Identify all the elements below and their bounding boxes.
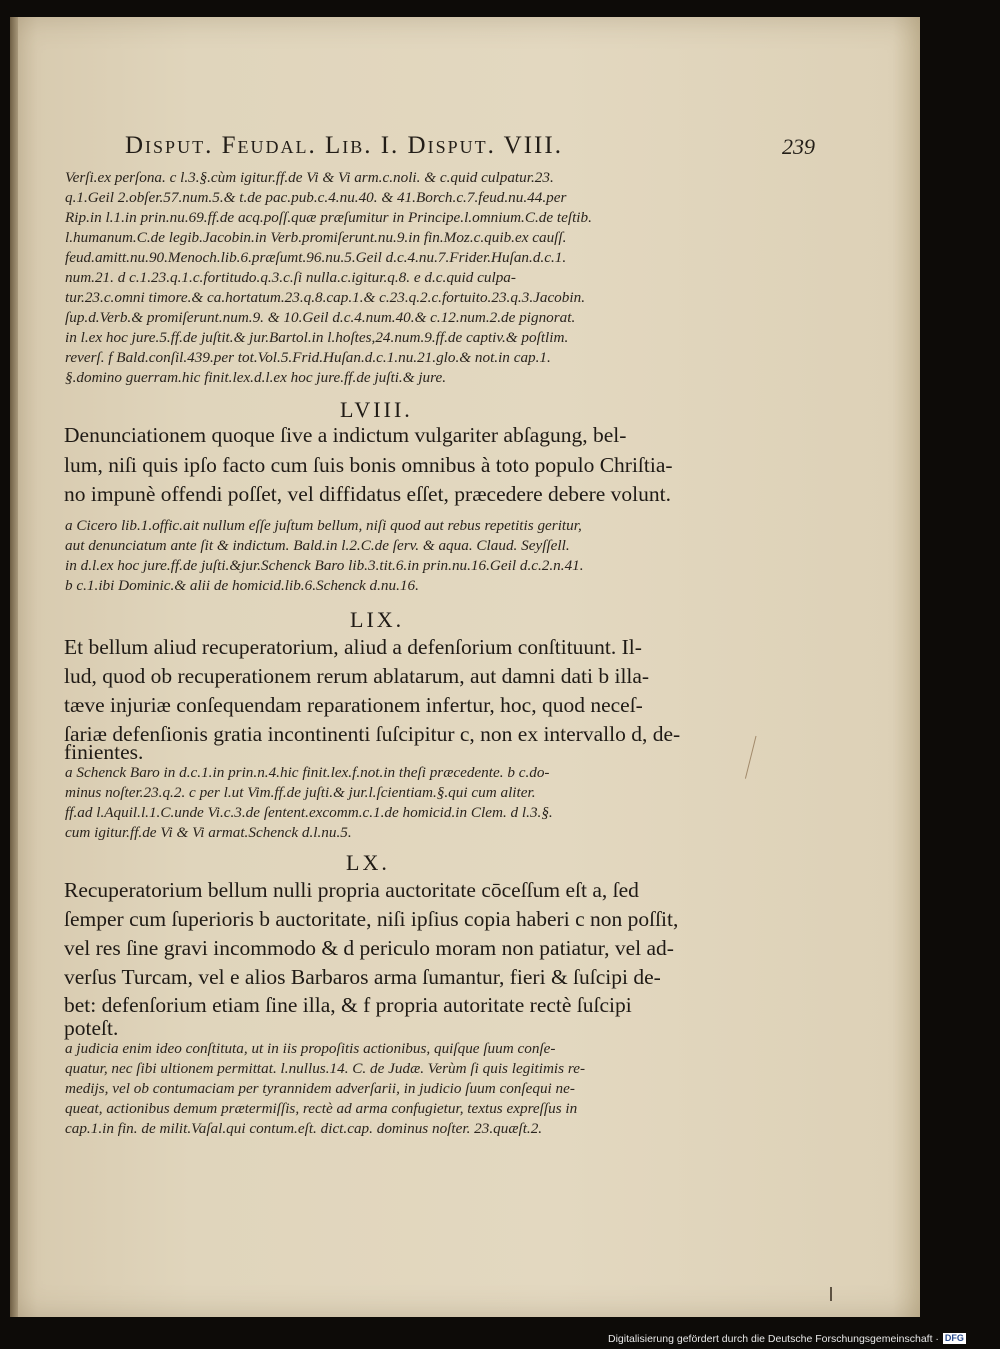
page-binding-edge	[10, 17, 18, 1317]
body-line: no impunè offendi poſſet, vel diffidatus eſſet, præcedere debere volunt.	[64, 482, 671, 506]
digitization-credit	[608, 1333, 996, 1347]
running-title: Disput. Feudal. Lib. I. Disput. VIII.	[125, 132, 563, 159]
body-line: poteſt.	[64, 1016, 119, 1040]
footnote-line: a Cicero lib.1.offic.ait nullum eſſe juſtum bellum, niſi quod aut rebus repetitis geritur,	[65, 517, 582, 534]
section-heading-lx: LX.	[346, 850, 390, 875]
body-line: Recuperatorium bellum nulli propria auctoritate cōceſſum eſt a, ſed	[64, 878, 639, 902]
section-heading-lviii: LVIII.	[340, 397, 413, 422]
footnote-line: a judicia enim ideo conſtituta, ut in iis propoſitis actionibus, quiſque ſuum conſe-	[65, 1040, 556, 1057]
footnote-line: cum igitur.ff.de Vi & Vi armat.Schenck d.l.nu.5.	[65, 824, 352, 841]
footnote-line: ſup.d.Verb.& promiſerunt.num.9. & 10.Geil d.c.4.num.40.& c.12.num.2.de pignorat.	[65, 309, 576, 326]
running-header	[125, 132, 815, 166]
body-line: Et bellum aliud recuperatorium, aliud a defenſorium conſtituunt. Il-	[64, 635, 642, 659]
footnote-line: in d.l.ex hoc jure.ff.de juſti.&jur.Schenck Baro lib.3.tit.6.in prin.nu.16.Geil d.c.2.n.41.	[65, 557, 584, 574]
body-line: ſemper cum ſuperioris b auctoritate, niſi ipſius copia haberi c non poſſit,	[64, 907, 679, 931]
page-number: 239	[782, 134, 815, 159]
body-line: tæve injuriæ conſequendam reparationem infertur, hoc, quod neceſ-	[64, 693, 643, 717]
body-line: vel res ſine gravi incommodo & d periculo moram non patiatur, vel ad-	[64, 936, 674, 960]
body-line: lum, niſi quis ipſo facto cum ſuis bonis omnibus à toto populo Chriſtia-	[64, 453, 673, 477]
body-line: lud, quod ob recuperationem rerum ablatarum, aut damni dati b illa-	[64, 664, 650, 688]
footnote-line: Rip.in l.1.in prin.nu.69.ff.de acq.poſſ.quæ præſumitur in Principe.l.omnium.C.de teſtib.	[65, 209, 592, 226]
body-line: verſus Turcam, vel e alios Barbaros arma ſumantur, fieri & ſuſcipi de-	[64, 965, 661, 989]
footnote-line: q.1.Geil 2.obſer.57.num.5.& t.de pac.pub.c.4.nu.40. & 41.Borch.c.7.feud.nu.44.per	[65, 189, 567, 206]
footnote-line: feud.amitt.nu.90.Menoch.lib.6.præſumt.96.nu.5.Geil d.c.4.nu.7.Frider.Huſan.d.c.1.	[65, 249, 567, 266]
footnote-line: a Schenck Baro in d.c.1.in prin.n.4.hic finit.lex.f.not.in theſi præcedente. b c.do-	[65, 764, 550, 781]
margin-pencil-mark	[745, 736, 770, 782]
footnote-line: ff.ad l.Aquil.l.1.C.unde Vi.c.3.de ſentent.excomm.c.1.de homicid.in Clem. d l.3.§.	[65, 804, 553, 821]
footnote-line: minus noſter.23.q.2. c per l.ut Vim.ff.de juſti.& jur.l.ſcientiam.§.qui cum aliter.	[65, 784, 536, 801]
book-page	[10, 17, 920, 1317]
body-line: ſariæ defenſionis gratia incontinenti ſuſcipitur c, non ex intervallo d, de-	[64, 722, 681, 746]
footnote-line: tur.23.c.omni timore.& ca.hortatum.23.q.8.cap.1.& c.23.q.2.c.fortuito.23.q.3.Jacobin.	[65, 289, 585, 306]
credit-text: Digitalisierung gefördert durch die Deutsche Forschungsgemeinschaft ·	[608, 1333, 939, 1345]
footnote-line: b c.1.ibi Dominic.& alii de homicid.lib.6.Schenck d.nu.16.	[65, 577, 419, 594]
footnote-line: in l.ex hoc jure.5.ff.de juſtit.& jur.Bartol.in l.hoſtes,24.num.9.ff.de captiv.& poſtlim.	[65, 329, 569, 346]
footnote-line: num.21. d c.1.23.q.1.c.fortitudo.q.3.c.ſi nulla.c.igitur.q.8. e d.c.quid culpa-	[65, 269, 516, 286]
footnote-line: Verſi.ex perſona. c l.3.§.cùm igitur.ff.de Vi & Vi arm.c.noli. & c.quid culpatur.23.	[65, 169, 554, 186]
dfg-logo: DFG	[944, 1333, 964, 1343]
footnote-line: quatur, nec ſibi ultionem permittat. l.nullus.14. C. de Judæ. Verùm ſi quis legitimis re-	[65, 1060, 585, 1077]
footnote-line: queat, actionibus demum prætermiſſis, rectè ad arma confugietur, textus expreſſus in	[65, 1100, 578, 1117]
body-line: bet: defenſorium etiam ſine illa, & f propria autoritate rectè ſuſcipi	[64, 993, 632, 1017]
section-heading-lix: LIX.	[350, 607, 405, 632]
footnote-line: aut denunciatum ante ſit & indictum. Bald.in l.2.C.de ſerv. & aqua. Claud. Seyſſell.	[65, 537, 570, 554]
footnote-line: §.domino guerram.hic finit.lex.d.l.ex hoc jure.ff.de juſti.& jure.	[65, 369, 447, 386]
footnote-line: medijs, vel ob contumaciam per tyrannidem adverſarii, in judicio ſuum conſequi ne-	[65, 1080, 575, 1097]
margin-tick-mark	[830, 1287, 832, 1301]
footnote-line: reverſ. f Bald.conſil.439.per tot.Vol.5.Frid.Huſan.d.c.1.nu.21.glo.& not.in cap.1.	[65, 349, 551, 366]
footnote-line: l.humanum.C.de legib.Jacobin.in Verb.promiſerunt.nu.9.in fin.Moz.c.quib.ex cauſſ.	[65, 229, 567, 246]
footnote-line: cap.1.in fin. de milit.Vaſal.qui contum.eſt. dict.cap. dominus noſter. 23.quæſt.2.	[65, 1120, 543, 1137]
body-line: finientes.	[64, 740, 144, 764]
body-line: Denunciationem quoque ſive a indictum vulgariter abſagung, bel-	[64, 423, 627, 447]
